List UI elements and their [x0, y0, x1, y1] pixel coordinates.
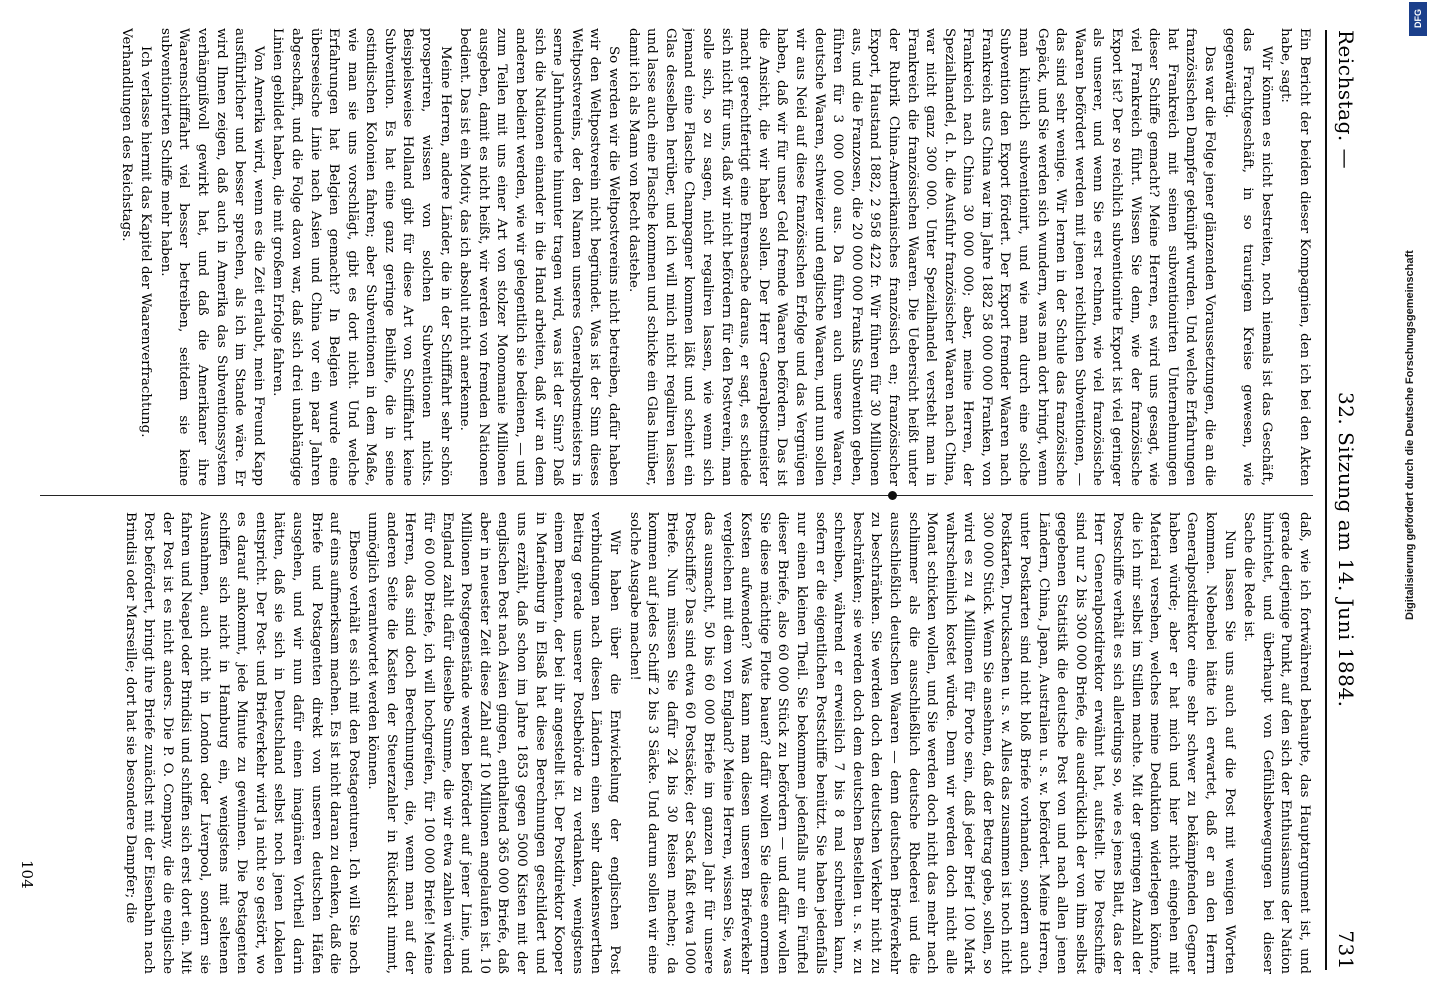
divider-dot — [888, 491, 897, 500]
paragraph: Meine Herren, andere Länder, die in der Schifffahrt sehr schön prosperiren, wissen von solchen Subventionen nichts. Beispielsweise Holland gibt für diese Art von Schifffahrt keine Subvention. Es hat eine ganz geringe Beihilfe, die in seine ostindischen Kolonien fahren; aber Subventionen in dem Maße, wie man sie uns vorschlägt, gibt es dort nicht. Und welche Erfahrungen hat Belgien gemacht? In Belgien wurde eine überseeische Linie nach Asien und China vor ein paar Jahren abgeschafft, und die Folge davon war, daß sich drei unabhängige Linien gebildet haben, die mit großem Erfolge fahren. — [270, 28, 453, 486]
dfg-logo-icon: DFG — [1409, 2, 1427, 36]
dfg-funding-note — [1404, 40, 1424, 620]
header-left: Reichstag. — — [1334, 30, 1358, 170]
page-header — [1325, 30, 1367, 970]
page-number: 731 — [1334, 930, 1358, 970]
paragraph: Ich verlasse hiermit das Kapitel der Waarenverfrachtung. — [138, 46, 154, 438]
paragraph: Von Amerika wird, wenn es die Zeit erlaubt, mein Freund Kapp ausführlicher und besser sprechen, als ich im Stande wäre. Er wird Ihnen zeigen, daß auch in Amerika das Subventionssystem verhängnißvoll gewirkt hat, und daß die Amerikaner ihre Waarenschifffahrt viel besser betreiben, seitdem sie keine subventionirten Schiffe mehr haben. — [157, 28, 266, 486]
header-rule — [1325, 30, 1327, 970]
paragraph: Das war die Folge jener glänzenden Voraussetzungen, die an die französischen Dampfer geknüpft wurden. Und welche Erfahrungen hat Frankreich mit seinen subventionirten Unternehmungen dieser Schiffe gemacht? Meine Herren, es wird uns gesagt, wie viel Frankreich führt. Wissen Sie denn, wie der französische Export ist? Der so reichlich subventionirte Export ist viel geringer als unserer, und wenn Sie erst rechnen, wie viel französische Waaren befördert werden mit jenen reichlichen Subventionen, — das sind sehr wenige. Wir lernen in der Schule das französische Gepäck, und Sie werden sich wundern, was man dort bringt, wenn man künstlich subventionirt, und wie man durch eine solche Subvention den Export fördert. Der Export fremder Waaren nach Frankreich aus China war im Jahre 1882 58 000 000 Franken, von Frankreich nach China 30 000 000; aber, meine Herren, der Spezialhandel, d. h. die Ausfuhr französischer Waaren nach China, war nicht ganz 300 000. Unter Spezialhandel versteht man in Frankreich die französischen Waaren. Die Uebersicht heißt unter der Rubrik China-Amerikanisches französisch en; französischer Export, Haustand 1882, 2 958 422 fr. Wir führen für 30 Millionen aus, und die Franzosen, die 20 000 000 Franks Subvention geben, führen für 3 000 000 aus. Da führen auch unsere Waaren, deutsche Waaren, schweizer und englische Waaren, und nun sollen wir aus Neid auf diese französischen Erfolge und das Vergnügen haben, daß wir für unser Geld fremde Waaren befördern. Das ist die Ansicht, die wir haben sollen. Der Herr Generalpostmeister macht gerechtfertigt eine Ehrensache daraus, er sagt, es schiede sich nicht für uns, daß wir nicht befördern für den Postverein, man solle sich, so zu sagen, nicht regaliren lassen, wie wenn sich jemand eine Flasche Champagner kommen läßt und scheint ein Glas desselben herüber, und ich will mich nicht regaliren lassen und lasse auch eine Flasche kommen und schicke ein Glas hinüber, damit ich als Mann von Recht dastehe. — [625, 28, 1218, 486]
paragraph: Ebenso verhält es sich mit den Postagenturen. Ich will Sie noch auf eins aufmerksam machen. Es ist nicht daran zu denken, daß die Briefe und Postagenten direkt von unseren deutschen Häfen ausgehen, und wir nun dafür einen imaginären Vortheil darin hätten, daß sie sich in Deutschland selbst noch jenen Lokalen entspricht. Der Post- und Briefverkehr wird ja nicht so gestört, wo es darauf ankommt, jede Minute zu gewinnen. Die Postagenten schiffen sich nicht in Hamburg ein, wenigstens mit seltenen Ausnahmen, auch nicht in London oder Liverpool, sondern sie fahren und Neapel oder Brindisi und schiffen sich erst dort ein. Mit der Post ist es nicht anders. Die P. O. Company, die die englische Post befördert, bringt ihre Briefe zunächst mit der Eisenbahn nach Brindisi oder Marseille; dort hat sie besondere Dampfer; die — [122, 512, 361, 974]
paragraph: Ein Bericht der beiden dieser Kompagnien, den ich bei den Akten habe, sagt: — [1278, 28, 1312, 486]
footnote: Verhandlungen des Reichstags. — [118, 28, 134, 242]
paragraph: So werden wir die Weltpostvereins nicht betreiben, dafür haben wir den Weltpostverein nicht begründet. Was ist der Sinn dieses Weltpostvereins, der den Namen unseres Generalpostmeisters in serne Jahrhunderte hinunter tragen wird, was ist der Sinn? Daß sich die Nationen einander in die Hand arbeiten, daß wir an dem anderen bedient werden, wie wir gelegentlich sie bedienen, — und zum Teilen mit uns einer Art von stolzer Monomanie Millionen ausgeben, damit es nicht heißt, wir werden von fremden Nationen bedient. Das ist ein Motiv, das ich absolut nicht anerkenne. — [457, 28, 622, 486]
right-column — [40, 512, 1313, 974]
signature-mark: 104 — [18, 860, 36, 889]
header-title: 32. Sitzung am 14. Juni 1884. — [1334, 391, 1358, 708]
left-column — [40, 28, 1313, 486]
paragraph: Wir können es nicht bestreiten, noch niemals ist das Geschäft, das Frachtgeschäft, in so traurigem Kreise gewesen, wie gegenwärtig. — [1221, 28, 1274, 486]
dfg-funding-text: Digitalisierung gefördert durch die Deutsche Forschungsgemeinschaft — [1404, 250, 1416, 620]
paragraph: Wir haben über die Entwickelung der englischen Post verbindungen nach diesen Ländern einen sehr dankenswerthen Beitrag gerade unserer Postbehörde zu verdanken, wenigstens einem Beamten, der bei ihr angestellt ist. Der Postdirektor Kooper in Marienburg in Elsaß hat diese Berechnungen geschildert und uns erzählt, daß schon im Jahre 1853 gegen 5000 Kisten mit der englischen Post nach Asien gingen, enthaltend 365 000 Briefe, daß aber in neuester Zeit diese Zahl auf 10 Millionen angelaufen ist. 10 Millionen Postgegenstände werden befördert auf jener Linie, und England zahlt dafür dieselbe Summe, die wir etwa zahlen würden für 60 000 Briefe, ich will hochgreifen, für 100 000 Briefe! Meine Herren, das sind doch Berechnungen, die, wenn man auf der anderen Seite die Kasten der Steuerzahler in Rücksicht nimmt, unmöglich verantwortet werden können. — [365, 512, 623, 974]
paragraph: daß, wie ich fortwährend behaupte, das Hauptargument ist, und gerade derjenige Punkt, auf den sich der Enthusiasmus der Nation hinrichtet, und überhaupt von Gefühlsbewegungen bei dieser Sache die Rede ist. — [1241, 512, 1312, 974]
paragraph: Nun lassen Sie uns auch auf die Post mit wenigen Worten kommen. Nebenbei hätte ich erwartet, daß er an den Herrn Generalpostdirektor eine sehr schwer zu bekämpfenden Gegner haben würde; aber er hat mich und hier nicht eingehen mit Material versehen, welches meine Deduktion widerlegen könnte, die ich mir selbst im Stillen machte. Mit der geringen Anzahl der Postschiffe verhält es sich allerdings so, wie es jenes Blatt, das der Herr Generalpostdirektor erwähnt hat, aufstellt. Die Postschiffe sind nur 2 bis 300 000 Briefe, die ausdrücklich der von ihm selbst gegebenen Statistik die deutsche Post von und nach allen jenen Ländern, China, Japan, Australien u. s. w. befördert. Meine Herren, unter Postkarten sind nicht bloß Briefe vorhanden, sondern auch Postkarten, Drucksachen u. s. w. Alles das zusammen ist noch nicht 300 000 Stück. Wenn Sie ansehnen, daß der Betrag gebe, sollen, so wird es zu 4 Millionen für Porto sein, daß jeder Brief 100 Mark wahrscheinlich kostet würde. Denn wir werden doch nicht alle Monat schicken wollen, und Sie werden doch nicht das mehr nach schlimmer als die ausschließlich deutsche Rhederei und die ausschließlich deutschen Waaren — denn deutschen Briefverkehr zu beschränken. Sie werden doch den deutschen Verkehr nicht zu beschränken; sie werden doch dem deutschen Bestellen u. s. w. zu schreiben, während er erweislich 7 bis 8 mal schreiben kann, sofern er die eigentlichen Postschiffe benützt. Sie haben jedenfalls nur einen kleinen Theil. Sie bekommen jedenfalls nur ein Fünftel dieser Briefe, also 60 000 Stück zu befördern — und dafür wollen Sie diese mächtige Flotte bauen? dafür wollen Sie diese enormen Kosten aufwenden? Was kann man diesen unseren Briefverkehr vergleichen mit dem von England? Meine Herren, wissen Sie, was das ausmacht, 50 bis 60 000 Briefe im ganzen Jahr für unsere Postschiffe? Das sind etwa 60 Postsäcke; der Sack faßt etwa 1000 Briefe. Nun müssen Sie dafür 24 bis 30 Reisen machen; da kommen auf jedes Schiff 2 bis 3 Säcke. Und darum sollen wir eine solche Ausgabe machen! — [626, 512, 1237, 974]
column-divider — [40, 495, 1313, 496]
